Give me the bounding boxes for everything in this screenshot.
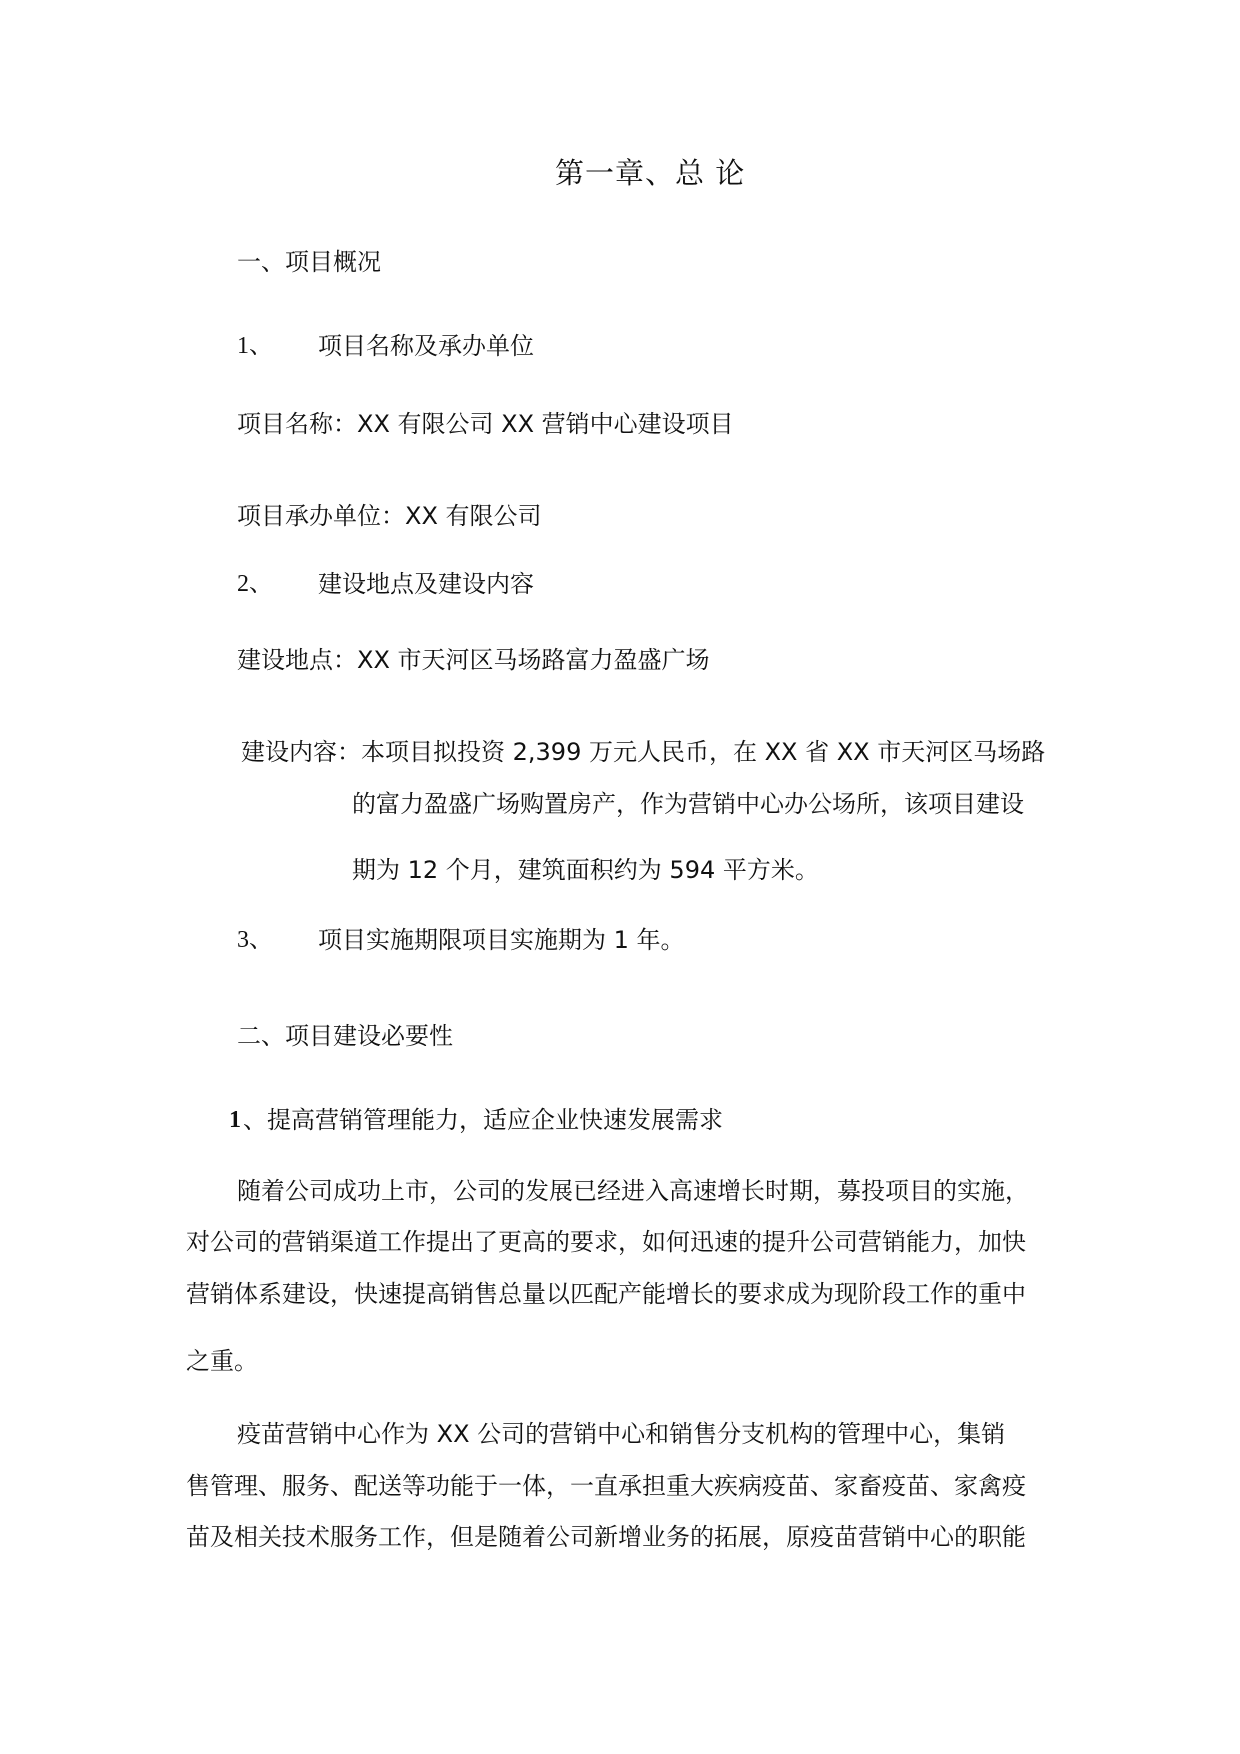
- item-label-period: 项目实施期限项目实施期为 1 年。: [318, 926, 685, 954]
- paragraph-line: 苗及相关技术服务工作，但是随着公司新增业务的拓展，原疫苗营销中心的职能: [186, 1523, 1026, 1551]
- item-label-name-and-host: 项目名称及承办单位: [318, 332, 534, 360]
- paragraph-line: 营销体系建设，快速提高销售总量以匹配产能增长的要求成为现阶段工作的重中: [186, 1280, 1026, 1308]
- item-number-1: 1、: [237, 333, 273, 359]
- section-heading-necessity: 二、项目建设必要性: [237, 1022, 453, 1050]
- content-line: 建设内容：本项目拟投资 2,399 万元人民币，在 XX 省 XX 市天河区马场路: [241, 738, 1046, 766]
- paragraph-line: 之重。: [186, 1347, 258, 1375]
- item-label-site-and-content: 建设地点及建设内容: [318, 570, 534, 598]
- chapter-title: 第一章、总 论: [555, 156, 746, 190]
- paragraph-line: 随着公司成功上市，公司的发展已经进入高速增长时期，募投项目的实施，: [237, 1177, 1029, 1205]
- paragraph-line: 售管理、服务、配送等功能于一体，一直承担重大疾病疫苗、家畜疫苗、家禽疫: [186, 1472, 1026, 1500]
- project-name-line: 项目名称：XX 有限公司 XX 营销中心建设项目: [237, 410, 734, 438]
- item-number-2: 2、: [237, 571, 273, 597]
- paragraph-line: 疫苗营销中心作为 XX 公司的营销中心和销售分支机构的管理中心，集销: [237, 1420, 1006, 1448]
- subsection-title: 、提高营销管理能力，适应企业快速发展需求: [243, 1106, 723, 1134]
- subsection-number: 1: [229, 1107, 241, 1133]
- content-line: 的富力盈盛广场购置房产，作为营销中心办公场所，该项目建设: [352, 790, 1024, 818]
- paragraph-line: 对公司的营销渠道工作提出了更高的要求，如何迅速的提升公司营销能力，加快: [186, 1228, 1026, 1256]
- content-line: 期为 12 个月，建筑面积约为 594 平方米。: [352, 856, 819, 884]
- site-line: 建设地点：XX 市天河区马场路富力盈盛广场: [237, 646, 710, 674]
- item-number-3: 3、: [237, 927, 273, 953]
- section-heading-overview: 一、项目概况: [237, 248, 381, 276]
- project-host-line: 项目承办单位：XX 有限公司: [237, 502, 542, 530]
